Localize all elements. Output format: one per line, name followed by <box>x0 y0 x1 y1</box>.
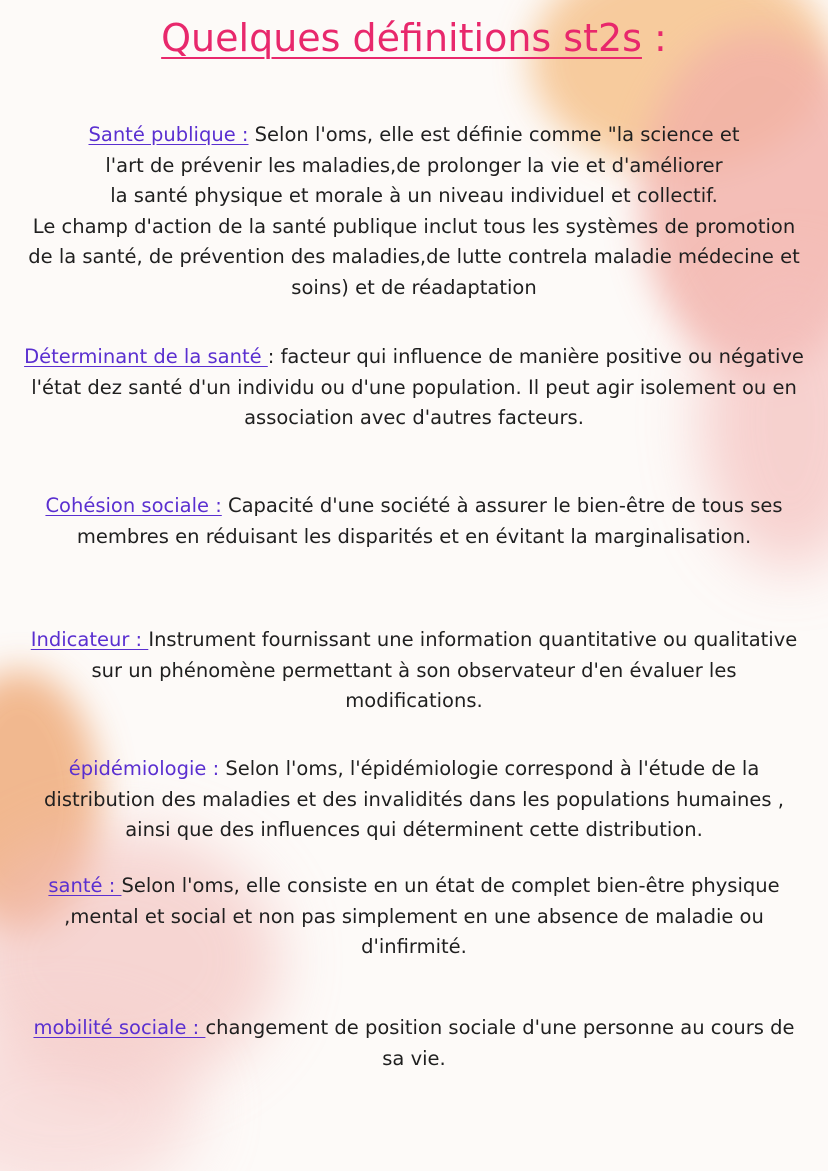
definition-line: Selon l'oms, elle est définie comme "la science et <box>248 123 740 146</box>
definition-line: la santé physique et morale à un niveau individuel et collectif. <box>110 184 718 207</box>
definition-indicateur <box>6 625 822 717</box>
term-label: Indicateur : <box>30 628 149 651</box>
term-label: épidémiologie : <box>68 757 220 780</box>
definition-line: de la santé, de prévention des maladies,de lutte contrela maladie médecine et <box>28 245 800 268</box>
definition-sante <box>6 871 822 963</box>
definition-sante-publique <box>6 120 822 303</box>
definition-epidemiologie <box>6 754 822 846</box>
definition-line: l'art de prévenir les maladies,de prolonger la vie et d'améliorer <box>105 153 723 177</box>
definition-line: ,mental et social et non pas simplement en une absence de maladie ou <box>64 904 764 928</box>
definition-line: : facteur qui influence de manière positive ou négative <box>267 345 804 368</box>
title-colon: : <box>641 16 667 60</box>
definition-determinant-sante <box>6 342 822 434</box>
term-label: Déterminant de la santé <box>24 345 268 368</box>
definition-line: Selon l'oms, elle consiste en un état de complet bien-être physique <box>121 874 780 897</box>
definition-line: l'état dez santé d'un individu ou d'une population. Il peut agir isolement ou en <box>31 375 797 399</box>
definition-line: modifications. <box>345 689 483 712</box>
definition-line: association avec d'autres facteurs. <box>244 406 584 429</box>
term-label: Santé publique : <box>88 123 249 146</box>
definition-line: soins) et de réadaptation <box>291 275 537 299</box>
definition-line: Le champ d'action de la santé publique inclut tous les systèmes de promotion <box>32 214 796 238</box>
definition-line: sa vie. <box>382 1046 446 1070</box>
definition-line: sur un phénomène permettant à son observateur d'en évaluer les <box>91 658 737 682</box>
term-label: mobilité sociale : <box>33 1016 206 1039</box>
definition-line: ainsi que des influences qui déterminent cette distribution. <box>125 818 703 841</box>
definition-line: changement de position sociale d'une personne au cours de <box>205 1016 795 1039</box>
definition-line: Selon l'oms, l'épidémiologie correspond à l'étude de la <box>219 757 760 780</box>
definition-line: d'infirmité. <box>361 935 467 958</box>
definition-line: distribution des maladies et des invalidités dans les populations humaines , <box>44 787 784 811</box>
title-text: Quelques définitions st2s <box>161 16 642 60</box>
definition-line: membres en réduisant les disparités et en évitant la marginalisation. <box>76 524 752 548</box>
definition-line: Capacité d'une société à assurer le bien-être de tous ses <box>221 494 783 517</box>
definition-mobilite-sociale <box>6 1013 822 1074</box>
term-label: santé : <box>48 874 122 897</box>
term-label: Cohésion sociale : <box>45 494 222 517</box>
definition-cohesion-sociale <box>6 491 822 552</box>
definition-line: Instrument fournissant une information quantitative ou qualitative <box>148 628 798 651</box>
page-title <box>0 8 828 68</box>
